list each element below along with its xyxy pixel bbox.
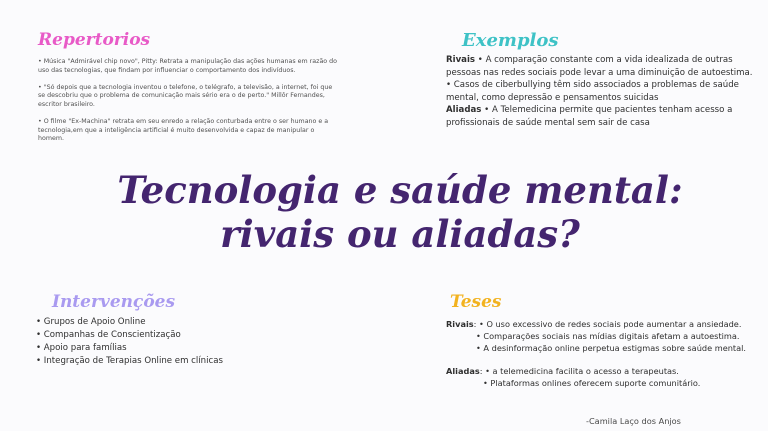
exemplos-title: Exemplos: [462, 30, 559, 51]
list-item: • Apoio para famílias: [36, 343, 127, 353]
repertorio-item: • "Só depois que a tecnologia inventou o telefone, o telégrafo, a televisão, a internet, foi que se descobriu que o problema de comunicação mais sério era o de perto." Millôr Fernandes, escritor brasileiro.: [38, 83, 333, 108]
repertorio-item: • Música "Admirável chip novo", Pitty: Retrata a manipulação das ações humanas em razão do uso das tecnologias, que findam por influenciar o comportamento dos indivíduos.: [38, 58, 338, 74]
teses-block: [446, 318, 764, 389]
list-item: • Grupos de Apoio Online: [36, 317, 146, 327]
teses-aliadas-label: Aliadas: [446, 365, 480, 376]
repertorio-item: • O filme "Ex-Machina" retrata em seu enredo a relação conturbada entre o ser humano e a tecnologia,em que a inteligência artificial é muito desenvolvida e capaz de manipular o homem.: [38, 118, 329, 143]
main-title: [60, 168, 740, 256]
exemplo-rivais: [446, 54, 764, 79]
list-item: • Integração de Terapias Online em clínicas: [36, 356, 223, 366]
intervencoes-list: [36, 316, 223, 368]
exemplo-rivais-2: • Casos de ciberbullying têm sido associados a problemas de saúde mental, como depressão e pensamentos suicidas: [446, 80, 739, 103]
exemplo-rivais-text: • A comparação constante com a vida idealizada de outras pessoas nas redes sociais pode levar a uma diminuição de autoestima.: [446, 55, 753, 78]
tese-item: • Plataformas onlines oferecem suporte comunitário.: [483, 377, 701, 388]
repertorios-block: [38, 58, 338, 153]
list-item: • Companhas de Conscientização: [36, 330, 181, 340]
tese-rivais-row: [446, 318, 764, 330]
main-title-line2: rivais ou aliadas?: [220, 212, 580, 256]
tese-item: • A desinformação online perpetua estigmas sobre saúde mental.: [476, 343, 747, 354]
exemplo-aliadas-text: • A Telemedicina permite que pacientes tenham acesso a profissionais de saúde mental sem sair de casa: [446, 105, 733, 128]
aliadas-label: Aliadas: [446, 105, 482, 116]
rivais-label: Rivais: [446, 55, 476, 65]
exemplo-aliadas: [446, 104, 764, 129]
main-title-line1: Tecnologia e saúde mental:: [117, 168, 683, 212]
tese-item: : • O uso excessivo de redes sociais pode aumentar a ansiedade.: [473, 319, 742, 329]
intervencoes-title: Intervenções: [52, 292, 176, 312]
teses-rivais-label: Rivais: [446, 319, 474, 329]
tese-item: : • a telemedicina facilita o acesso a terapeutas.: [479, 365, 679, 376]
repertorios-title: Repertorios: [38, 30, 151, 50]
tese-item: • Comparações sociais nas mídias digitais afetam a autoestima.: [476, 331, 740, 342]
author-signature: -Camila Laço dos Anjos: [586, 416, 681, 426]
exemplos-block: [446, 54, 764, 130]
tese-aliadas-row: [446, 365, 764, 377]
teses-title: Teses: [450, 292, 502, 312]
